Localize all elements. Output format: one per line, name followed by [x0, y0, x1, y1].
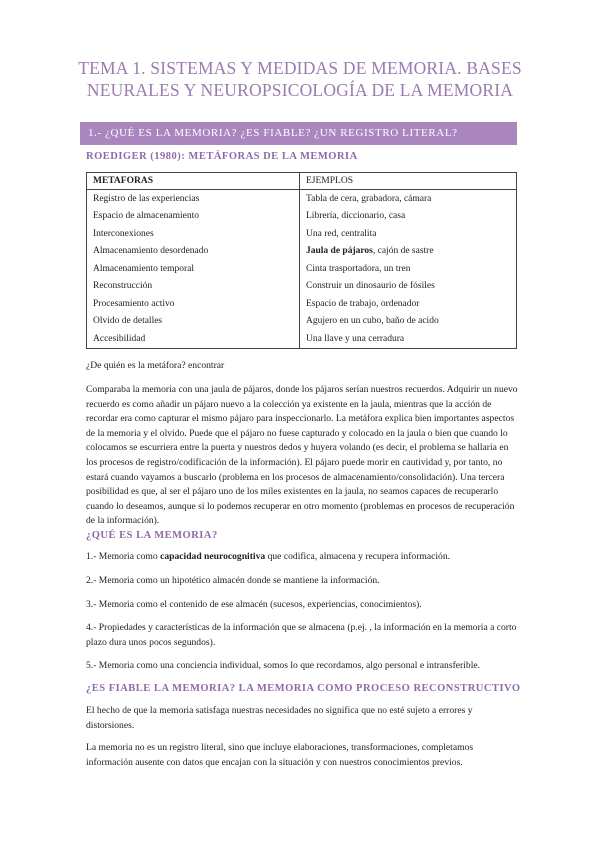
metafora-cell: Olvido de detalles	[87, 313, 300, 331]
item-text: 2.- Memoria como un hipotético almacén donde se mantiene la información.	[86, 575, 380, 586]
item-text: 4.- Propiedades y características de la información que se almacena (p.ej. , la información en la memoria a corto plazo dura unos pocos segundos).	[86, 622, 517, 648]
metafora-cell: Interconexiones	[87, 225, 300, 243]
table-row	[87, 243, 517, 261]
ejemplo-text: Agujero en un cubo, baño de acido	[306, 316, 439, 327]
roediger-heading: ROEDIGER (1980): METÁFORAS DE LA MEMORIA	[86, 151, 358, 162]
ejemplo-cell	[300, 225, 517, 243]
table-header-metaforas: METAFORAS	[87, 173, 300, 190]
ejemplo-text: Librería, diccionario, casa	[306, 211, 406, 222]
ejemplo-cell	[300, 208, 517, 226]
ejemplo-bold: Jaula de pájaros	[306, 246, 373, 257]
fiable-paragraph-1: El hecho de que la memoria satisfaga nuestras necesidades no significa que no esté sujeto a errores y distorsiones.	[86, 705, 473, 731]
ejemplo-text: Una llave y una cerradura	[306, 333, 405, 344]
question-line: ¿De quién es la metáfora? encontrar	[86, 360, 225, 371]
list-item	[86, 659, 518, 674]
table-header-row	[87, 173, 517, 190]
list-item	[86, 574, 518, 589]
item-text: 5.- Memoria como una conciencia individual, somos lo que recordamos, algo personal e intransferible.	[86, 660, 481, 671]
ejemplo-text: Construir un dinosaurio de fósiles	[306, 281, 435, 292]
title-line-2: NEURALES Y NEUROPSICOLOGÍA DE LA MEMORIA	[86, 80, 514, 100]
ejemplo-cell	[300, 330, 517, 348]
metafora-cell: Procesamiento activo	[87, 295, 300, 313]
metafora-cell: Reconstrucción	[87, 278, 300, 296]
table-row	[87, 295, 517, 313]
item-bold: capacidad neurocognitiva	[160, 551, 266, 562]
metafora-cell: Espacio de almacenamiento	[87, 208, 300, 226]
metafora-cell: Almacenamiento temporal	[87, 260, 300, 278]
table-row	[87, 313, 517, 331]
list-item	[86, 598, 518, 613]
ejemplo-cell	[300, 190, 517, 208]
table-row	[87, 190, 517, 208]
ejemplo-text: Tabla de cera, grabadora, cámara	[306, 193, 432, 204]
ejemplo-cell	[300, 243, 517, 261]
table-row	[87, 225, 517, 243]
ejemplo-cell	[300, 260, 517, 278]
metafora-cell: Accesibilidad	[87, 330, 300, 348]
fiable-paragraph-2: La memoria no es un registro literal, sino que incluye elaboraciones, transformaciones, completamos información ausente con datos que encajan con la situación y con nuestros conocimientos previos.	[86, 742, 474, 768]
list-item	[86, 621, 518, 650]
table-row	[87, 260, 517, 278]
item-text-end: que codifica, almacena y recupera información.	[265, 551, 451, 562]
metaphors-table	[86, 172, 517, 349]
table-header-ejemplos: EJEMPLOS	[300, 173, 517, 190]
ejemplo-cell	[300, 313, 517, 331]
item-text: 3.- Memoria como el contenido de ese almacén (sucesos, experiencias, conocimientos).	[86, 599, 422, 610]
ejemplo-cell	[300, 278, 517, 296]
ejemplo-cell	[300, 295, 517, 313]
ejemplo-text: Una red, centralita	[306, 228, 377, 239]
fiable-heading: ¿ES FIABLE LA MEMORIA? LA MEMORIA COMO PROCESO RECONSTRUCTIVO	[86, 683, 521, 694]
title-line-1: TEMA 1. SISTEMAS Y MEDIDAS DE MEMORIA. BASES	[78, 58, 522, 78]
que-es-heading: ¿QUÉ ES LA MEMORIA?	[86, 530, 218, 541]
metafora-cell: Almacenamiento desordenado	[87, 243, 300, 261]
item-text: 1.- Memoria como	[86, 551, 161, 562]
section-1-heading: 1.- ¿QUÉ ES LA MEMORIA? ¿ES FIABLE? ¿UN REGISTRO LITERAL?	[80, 122, 517, 145]
metafora-cell: Registro de las experiencias	[87, 190, 300, 208]
document-title	[60, 57, 540, 101]
table-row	[87, 330, 517, 348]
table-row	[87, 208, 517, 226]
jaula-paragraph: Comparaba la memoria con una jaula de pájaros, donde los pájaros serían nuestros recuerdos. Adquirir un nuevo recuerdo es como añadir un pájaro nuevo a la colección ya existente en la jaula, mientras que la acción de recordar era como capturar el mismo pájaro para inspeccionarlo. La metáfora explica bien importantes aspectos de la memoria y el olvido. Puede que el pájaro no fuese capturado y colocado en la jaula o bien que cuando lo colocamos se escurriera entre la puerta y nuestros dedos y huyera volando (es decir, el problema se hallaría en los procesos de registro/codificación de la información). El pájaro puede morir en cautividad y, por tanto, no estará cuando vayamos a buscarlo (problema en los procesos de almacenamiento/consolidación). Una tercera posibilidad es que, al ser el pájaro uno de los miles existentes en la jaula, no seamos capaces de recuperarlo cuando lo deseamos, aunque si lo podemos recuperar en otro momento (problemas en procesos de recuperación de la información).	[86, 384, 518, 527]
list-item	[86, 550, 518, 565]
table-row	[87, 278, 517, 296]
ejemplo-text: Espacio de trabajo, ordenador	[306, 298, 420, 309]
ejemplo-text: Cinta trasportadora, un tren	[306, 263, 411, 274]
ejemplo-text: , cajón de sastre	[372, 246, 434, 257]
